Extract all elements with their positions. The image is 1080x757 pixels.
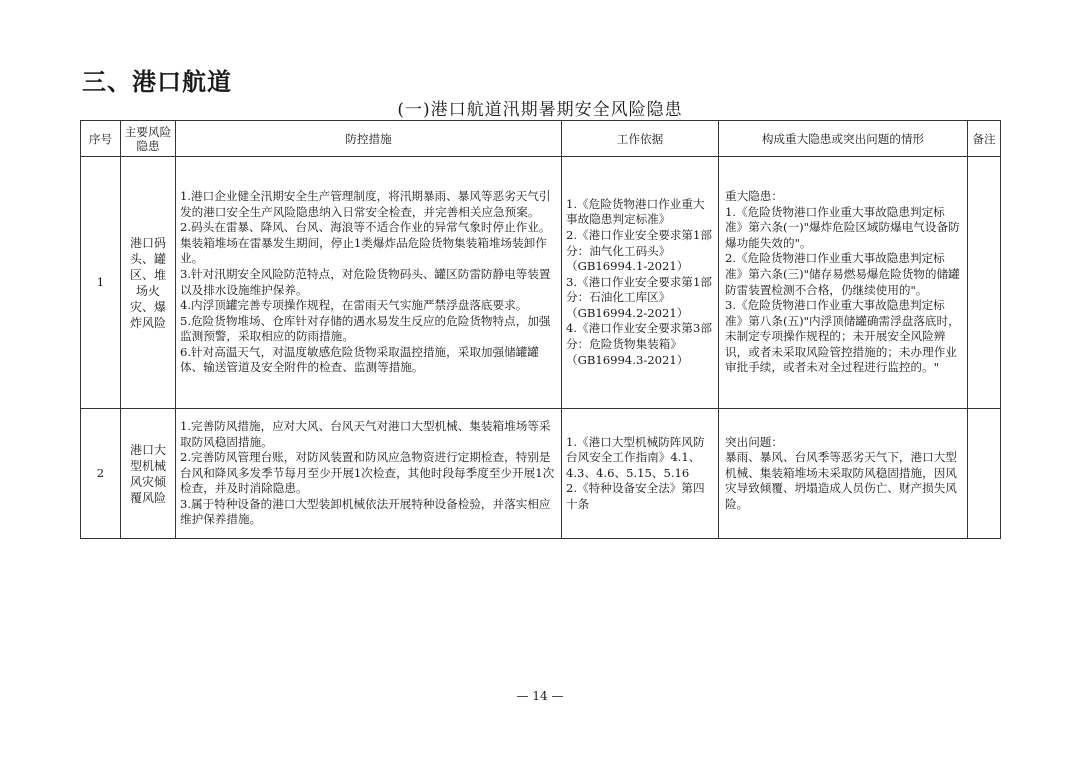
row-number: 2 [81, 409, 121, 539]
situation-item: 1.《危险货物港口作业重大事故隐患判定标准》第六条(一)"爆炸危险区域防爆电气设备防爆功能失效的"。 [725, 204, 960, 250]
col-header-measures: 防控措施 [176, 121, 562, 157]
measure-item: 2.完善防风管理台账，对防风装置和防风应急物资进行定期检查，特别是台风和降风多发季节每月至少开展1次检查，其他时段每季度至少开展1次检查，并及时消除隐患。 [180, 450, 555, 496]
basis-item: 3.《港口作业安全要求第1部分：石油化工库区》（GB16994.2-2021） [566, 274, 712, 320]
remarks-cell [968, 409, 1001, 539]
situation-item: 2.《危险货物港口作业重大事故隐患判定标准》第六条(三)"储存易燃易爆危险货物的储罐防雷装置检测不合格，仍继续使用的"。 [725, 251, 960, 297]
table-row [81, 157, 1001, 409]
situation-item: 突出问题： [725, 434, 783, 449]
measure-item: 5.危险货物堆场、仓库针对存储的遇水易发生反应的危险货物特点，加强监测预警，采取相应的防雨措施。 [180, 313, 551, 344]
hazard-cell: 港口大型机械风灾倾覆风险 [121, 409, 176, 539]
hazard-cell: 港口码头、罐区、堆场火灾、爆炸风险 [121, 157, 176, 409]
section-heading: 三、港口航道 [82, 68, 232, 96]
measure-item: 1.完善防风措施，应对大风、台风天气对港口大型机械、集装箱堆场等采取防风稳固措施。 [180, 418, 551, 449]
col-header-hazard: 主要风险隐患 [121, 121, 176, 157]
measure-item: 6.针对高温天气，对温度敏感危险货物采取温控措施，采取加强储罐罐体、输送管道及安全附件的检查、监测等措施。 [180, 344, 539, 375]
table-row [81, 409, 1001, 539]
remarks-cell [968, 157, 1001, 409]
basis-item: 4.《港口作业安全要求第3部分：危险货物集装箱》（GB16994.3-2021） [566, 321, 712, 367]
basis-item: 1.《港口大型机械防阵风防台风安全工作指南》4.1、4.3、4.6、5.15、5.16 [566, 434, 705, 480]
measure-item: 3.属于特种设备的港口大型装卸机械依法开展特种设备检验，并落实相应维护保养措施。 [180, 496, 551, 527]
measure-item: 2.码头在雷暴、降风、台风、海浪等不适合作业的异常气象时停止作业。集装箱堆场在雷暴发生期间，停止1类爆炸品危险货物集装箱堆场装卸作业。 [180, 220, 551, 266]
basis-cell [562, 409, 719, 539]
measure-item: 4.内浮顶罐完善专项操作规程，在雷雨天气实施严禁浮盘落底要求。 [180, 298, 528, 313]
situation-item: 暴雨、暴风、台风季等恶劣天气下，港口大型机械、集装箱堆场未采取防风稳固措施，因风灾导致倾覆、坍塌造成人员伤亡、财产损失风险。 [725, 450, 957, 511]
table-header-row [81, 121, 1001, 157]
basis-item: 1.《危险货物港口作业重大事故隐患判定标准》 [566, 196, 705, 227]
situation-item: 重大隐患： [725, 188, 783, 203]
basis-item: 2.《港口作业安全要求第1部分：油气化工码头》（GB16994.1-2021） [566, 227, 712, 274]
situation-cell [719, 409, 968, 539]
situation-item: 3.《危险货物港口作业重大事故隐患判定标准》第八条(五)"内浮顶储罐确需浮盘落底时，未制定专项操作规程的；未开展安全风险辨识，或者未采取风险管控措施的；未办理作业审批手续，或者未对全过程进行监控的。" [725, 298, 960, 375]
col-header-situation: 构成重大隐患或突出问题的情形 [719, 121, 968, 157]
measure-item: 3.针对汛期安全风险防范特点，对危险货物码头、罐区防雷防静电等装置以及排水设施维护保养。 [180, 266, 551, 297]
row-number: 1 [81, 157, 121, 409]
measure-item: 1.港口企业健全汛期安全生产管理制度，将汛期暴雨、暴风等恶劣天气引发的港口安全生产风险隐患纳入日常安全检查，并完善相关应急预案。 [180, 188, 551, 219]
table-title: (一)港口航道汛期暑期安全风险隐患 [397, 100, 683, 120]
page-number: — 14 — [516, 689, 564, 703]
basis-item: 2.《特种设备安全法》第四十条 [566, 481, 705, 511]
col-header-no: 序号 [81, 121, 121, 157]
col-header-basis: 工作依据 [562, 121, 719, 157]
measures-cell [176, 409, 562, 539]
col-header-remarks: 备注 [968, 121, 1001, 157]
situation-cell [719, 157, 968, 409]
basis-cell [562, 157, 719, 409]
measures-cell [176, 157, 562, 409]
risk-table [80, 120, 1001, 539]
